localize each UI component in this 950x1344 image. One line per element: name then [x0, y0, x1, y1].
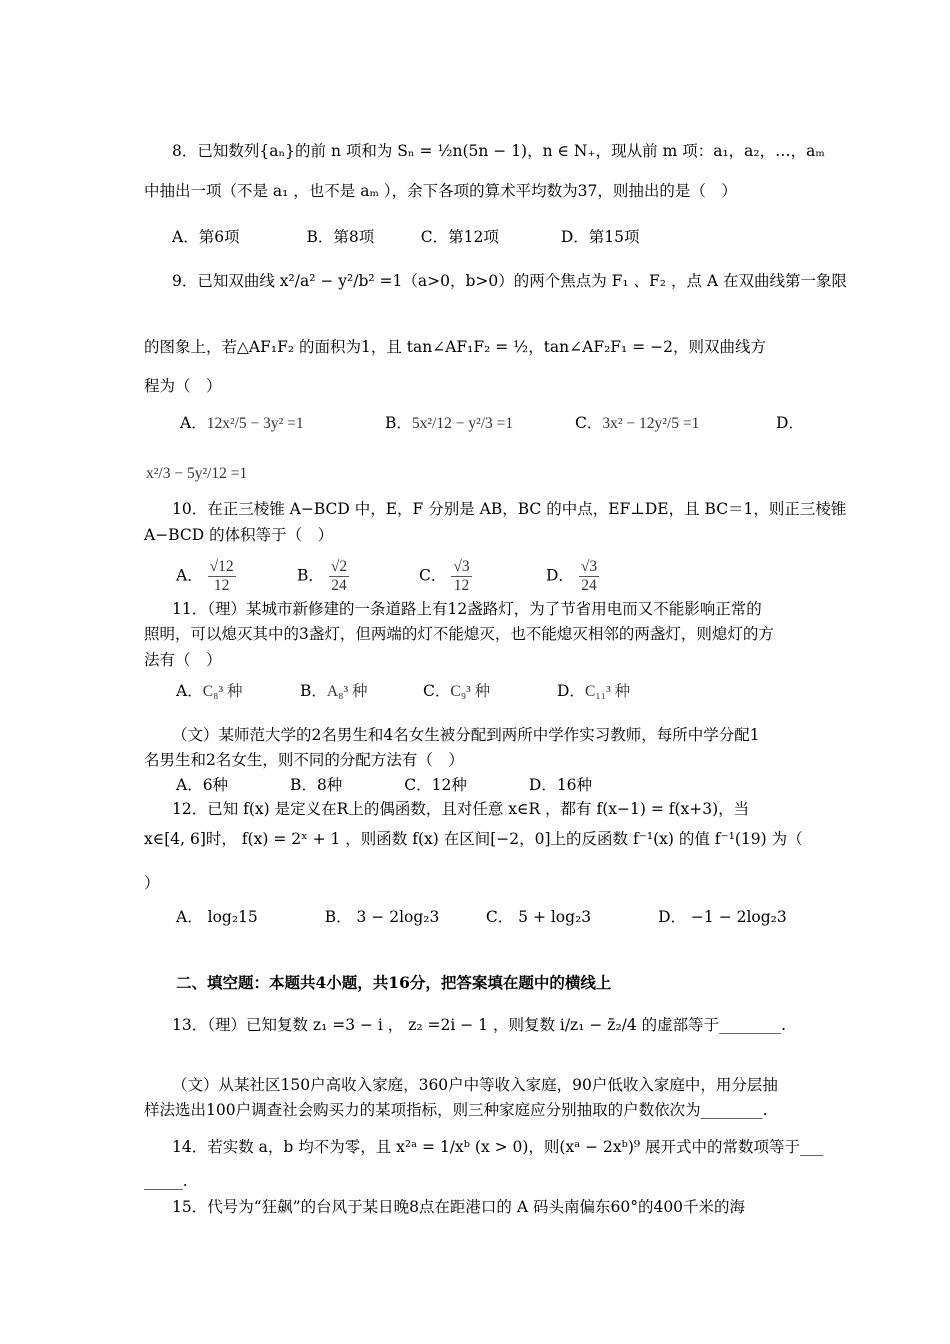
option-label: A． — [180, 414, 207, 432]
option-expr: 5x²/12 − y²/3 =1 — [411, 415, 514, 432]
q9-option-a — [180, 412, 304, 435]
option-expr: 3x² − 12y²/5 =1 — [602, 415, 700, 432]
q12-line1: 12．已知 f(x) 是定义在R上的偶函数，且对任意 x∈R ，都有 f(x−1) = f(x+3)，当 — [172, 800, 750, 818]
q11-option-d — [557, 680, 630, 703]
q11-line3: 法有（ ） — [144, 651, 222, 669]
q11-wen-line1: （文）某师范大学的2名男生和4名女生被分配到两所中学作实习教师，每所中学分配1 — [172, 726, 760, 744]
q10-option-d — [546, 558, 599, 595]
q14-line2: _____. — [144, 1172, 188, 1190]
q11-option-c — [423, 680, 490, 703]
q11-line1: 11．（理）某城市新修建的一条道路上有12盏路灯，为了节省用电而又不能影响正常的 — [172, 600, 762, 618]
option-expr: 12x²/5 − 3y² =1 — [206, 415, 304, 432]
option-label: D． — [557, 682, 585, 700]
option-expr: x²/3 − 5y²/12 =1 — [146, 465, 248, 482]
section-heading: 二、填空题：本题共4小题，共16分，把答案填在题中的横线上 — [176, 973, 612, 992]
fraction: $\frac{√3}{12}$ — [453, 558, 470, 594]
q11-line2: 照明，可以熄灭其中的3盏灯，但两端的灯不能熄灭，也不能熄灭相邻的两盏灯，则熄灯的方 — [144, 625, 774, 643]
q14-line1: 14．若实数 a，b 均不为零，且 x²ᵃ = 1/xᵇ (x > 0)，则(xᵃ − 2xᵇ)⁹ 展开式中的常数项等于___ — [172, 1138, 824, 1156]
option-expr: C₈³ 种 — [202, 683, 243, 700]
q9-line2: 的图象上，若△AF₁F₂ 的面积为1，且 tan∠AF₁F₂ = ½，tan∠AF₂F₁ = −2，则双曲线方 — [144, 338, 766, 356]
q11-option-a — [176, 680, 242, 703]
q8-line1: 8．已知数列{aₙ}的前 n 项和为 Sₙ = ½n(5n − 1)，n ∈ N₊，现从前 m 项：a₁，a₂，…，aₘ — [172, 142, 825, 160]
q10-option-c — [419, 558, 472, 595]
option-label: B． — [385, 414, 412, 432]
q12-line3: ） — [144, 874, 160, 892]
q10-option-a — [176, 558, 236, 595]
q9-option-d-label: D． — [776, 414, 804, 432]
q15-line1: 15．代号为“狂飙”的台风于某日晚8点在距港口的 A 码头南偏东60°的400千米的海 — [172, 1198, 746, 1216]
fraction: $\frac{√12}{12}$ — [209, 558, 234, 594]
option-expr: A₈³ 种 — [326, 683, 368, 700]
q13-line1: 13．（理）已知复数 z₁ =3 − i ， z₂ =2i − 1 ，则复数 i/z₁ − z̄₂/4 的虚部等于________. — [172, 1016, 787, 1034]
option-label: A． — [176, 566, 203, 585]
q11-wen-options: A．6种 B．8种 C．12种 D．16种 — [176, 776, 593, 794]
fraction: $\frac{√3}{24}$ — [580, 558, 598, 594]
q13-wen-line1: （文）从某社区150户高收入家庭，360户中等收入家庭，90户低收入家庭中，用分层抽 — [172, 1076, 778, 1094]
q10-option-b — [297, 558, 349, 595]
q10-line2: A−BCD 的体积等于（ ） — [144, 526, 334, 544]
q12-line2: x∈[4, 6]时， f(x) = 2ˣ + 1 ，则函数 f(x) 在区间[−2，0]上的反函数 f⁻¹(x) 的值 f⁻¹(19) 为（ — [144, 830, 803, 848]
option-label: D． — [546, 566, 574, 585]
q11-wen-line2: 名男生和2名女生，则不同的分配方法有（ ） — [144, 751, 464, 769]
option-expr: C₁₁³ 种 — [584, 683, 631, 700]
q13-wen-line2: 样法选出100户调查社会购买力的某项指标，则三种家庭应分别抽取的户数依次为________. — [144, 1101, 768, 1119]
q12-options: A． log₂15 B． 3 − 2log₂3 C． 5 + log₂3 D． −1 − 2log₂3 — [176, 908, 787, 926]
option-label: C． — [419, 566, 447, 585]
q8-options: A．第6项 B．第8项 C．第12项 D．第15项 — [172, 228, 640, 246]
q8-line2: 中抽出一项（不是 a₁ ，也不是 aₘ ），余下各项的算术平均数为37，则抽出的是（ ） — [144, 182, 737, 200]
q9-option-b — [385, 412, 513, 435]
q9-option-d-expr — [146, 462, 247, 485]
q9-line3: 程为（ ） — [144, 377, 222, 395]
q11-option-b — [300, 680, 368, 703]
option-label: B． — [300, 682, 327, 700]
option-label: C． — [575, 414, 603, 432]
option-label: C． — [423, 682, 451, 700]
option-label: A． — [176, 682, 203, 700]
q9-option-c — [575, 412, 699, 435]
q10-line1: 10．在正三棱锥 A−BCD 中，E，F 分别是 AB，BC 的中点，EF⊥DE，且 BC＝1，则正三棱锥 — [172, 500, 847, 518]
option-expr: C₉³ 种 — [450, 683, 491, 700]
q9-line1: 9．已知双曲线 x²/a² − y²/b² =1（a>0，b>0）的两个焦点为 F₁ 、F₂ ，点 A 在双曲线第一象限 — [172, 272, 847, 290]
option-label: B． — [297, 566, 324, 585]
fraction: $\frac{√2}{24}$ — [330, 558, 348, 594]
